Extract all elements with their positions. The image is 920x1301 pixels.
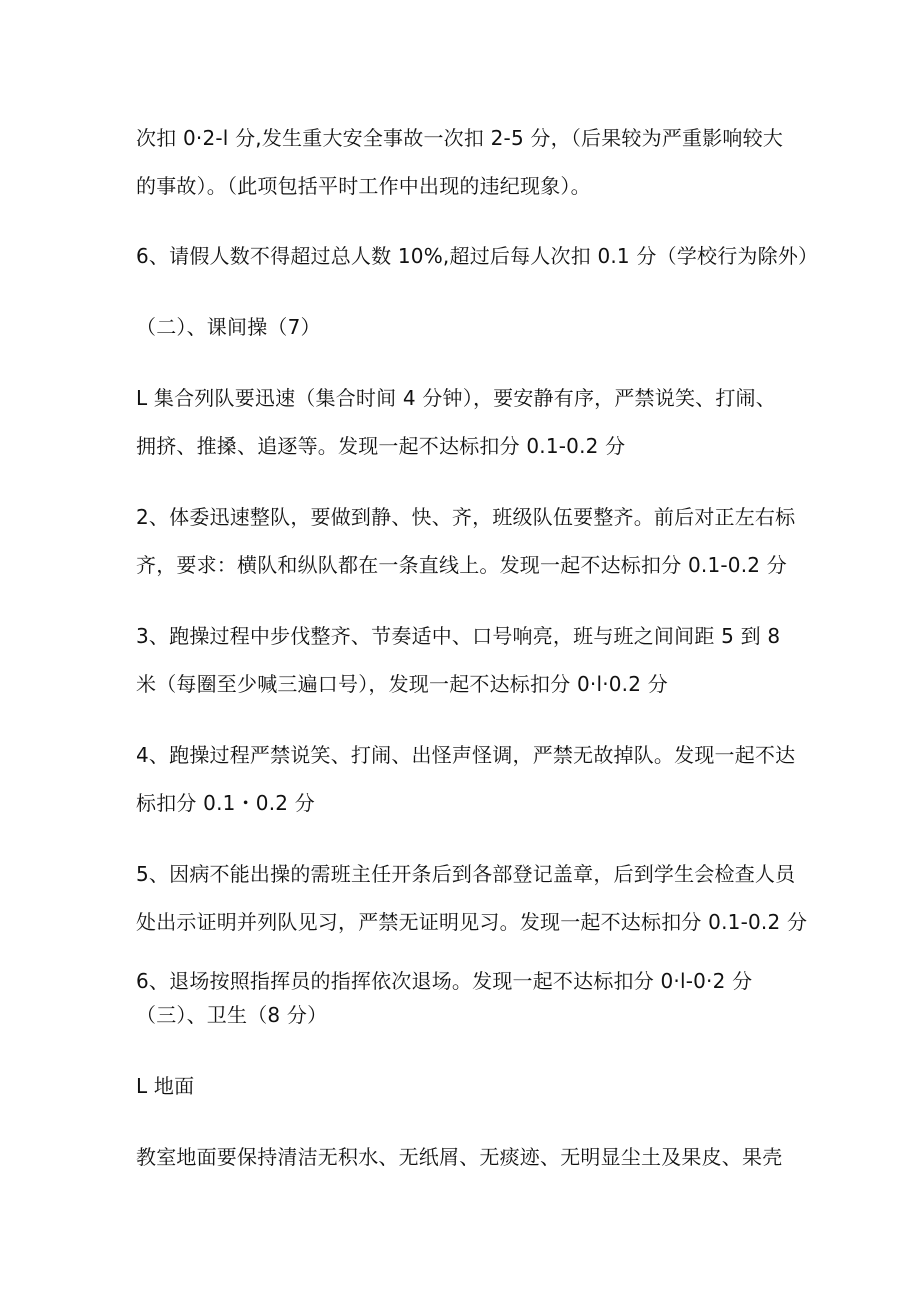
text-line-rule-2-continued: 齐，要求：横队和纵队都在一条直线上。发现一起不达标扣分 0.1-0.2 分 bbox=[136, 553, 787, 577]
text-line-rule-3-continued: 米（每圈至少喊三遍口号），发现一起不达标扣分 0·l·0.2 分 bbox=[136, 672, 668, 696]
text-line-rule-6-exit: 6、退场按照指挥员的指挥依次退场。发现一起不达标扣分 0·l-0·2 分 bbox=[136, 969, 753, 993]
text-line-rule-1-assembly: L 集合列队要迅速（集合时间 4 分钟），要安静有序，严禁说笑、打闹、 bbox=[136, 386, 776, 410]
text-line-rule-1-continued: 拥挤、推搡、追逐等。发现一起不达标扣分 0.1-0.2 分 bbox=[136, 434, 626, 458]
subsection-heading-floor: L 地面 bbox=[136, 1074, 195, 1098]
text-line-penalty-continued: 次扣 0·2-l 分,发生重大安全事故一次扣 2-5 分，（后果较为严重影响较大 bbox=[136, 126, 784, 150]
text-line-rule-4-continued: 标扣分 0.1・0.2 分 bbox=[136, 791, 315, 815]
text-line-rule-5-continued: 处出示证明并列队见习，严禁无证明见习。发现一起不达标扣分 0.1-0.2 分 bbox=[136, 910, 808, 934]
text-line-rule-4-discipline: 4、跑操过程严禁说笑、打闹、出怪声怪调，严禁无故掉队。发现一起不达 bbox=[136, 743, 796, 767]
text-line-rule-3-running: 3、跑操过程中步伐整齐、节奏适中、口号响亮，班与班之间间距 5 到 8 bbox=[136, 624, 781, 648]
text-line-floor-rule: 教室地面要保持清洁无积水、无纸屑、无痰迹、无明显尘土及果皮、果壳 bbox=[136, 1145, 783, 1169]
section-heading-hygiene: （三）、卫生（8 分） bbox=[136, 1003, 328, 1027]
text-line-accident-note: 的事故）。（此项包括平时工作中出现的违纪现象）。 bbox=[136, 174, 591, 198]
text-line-rule-2-formation: 2、体委迅速整队，要做到静、快、齐，班级队伍要整齐。前后对正左右标 bbox=[136, 505, 796, 529]
text-line-rule-5-sick-leave: 5、因病不能出操的需班主任开条后到各部登记盖章，后到学生会检查人员 bbox=[136, 862, 796, 886]
text-line-rule-6-leave: 6、请假人数不得超过总人数 10%,超过后每人次扣 0.1 分（学校行为除外） bbox=[136, 244, 819, 268]
section-heading-exercise: （二）、课间操（7） bbox=[136, 315, 321, 339]
